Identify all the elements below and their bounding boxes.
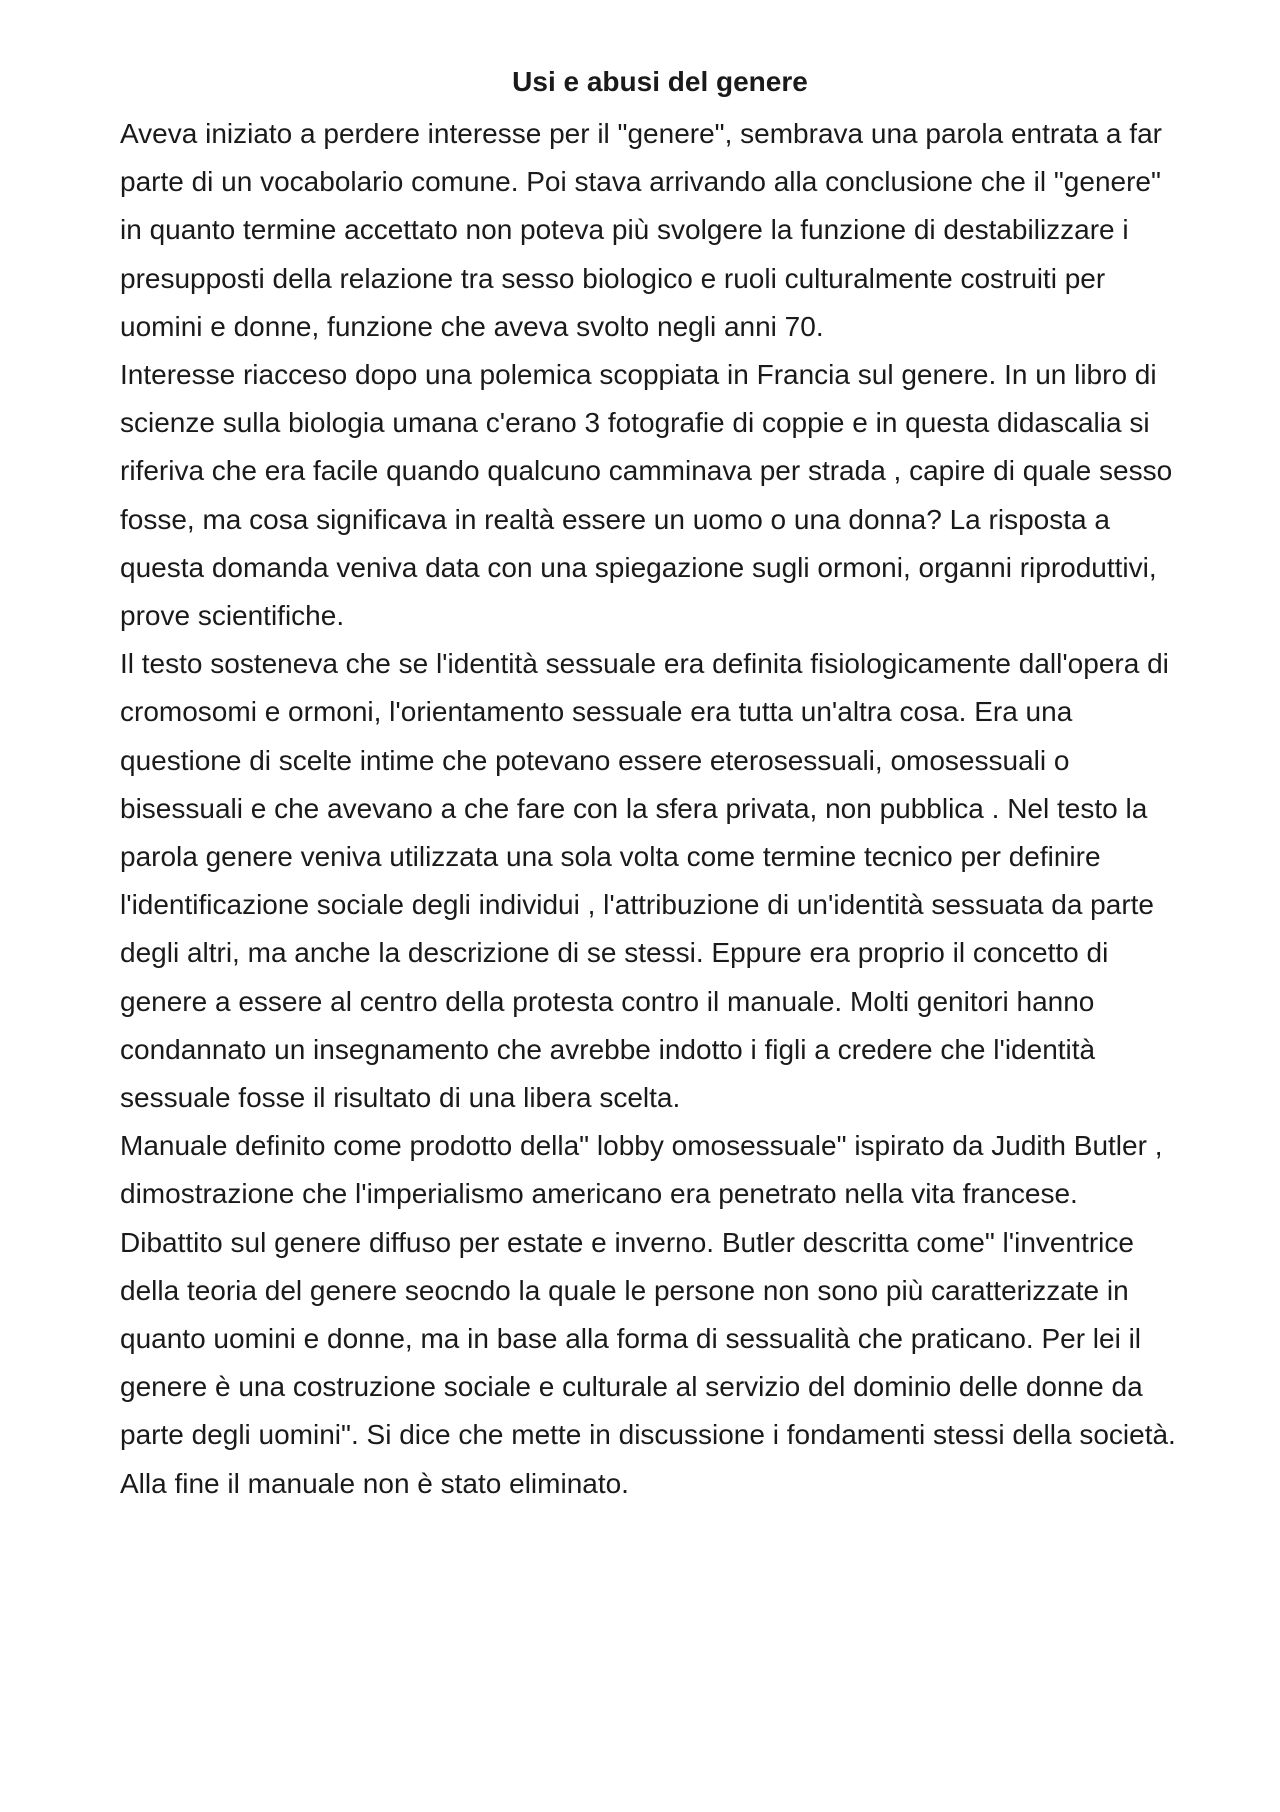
paragraph-5: Dibattito sul genere diffuso per estate e inverno. Butler descritta come" l'inventrice della teoria del genere seocndo la quale le persone non sono più caratterizzate in quanto uomini e donne, ma in base alla forma di sessualità che praticano. Per lei il genere è una costruzione sociale e culturale al servizio del dominio delle donne da parte degli uomini". Si dice che mette in discussione i fondamenti stessi della società. Alla fine il manuale non è stato eliminato. xyxy=(120,1226,1176,1499)
paragraph-4: Manuale definito come prodotto della" lobby omosessuale" ispirato da Judith Butler , dimostrazione che l'imperialismo americano era penetrato nella vita francese. xyxy=(120,1130,1163,1210)
document-page xyxy=(120,62,1180,1508)
paragraph-3: Il testo sosteneva che se l'identità sessuale era definita fisiologicamente dall'opera di cromosomi e ormoni, l'orientamento sessuale era tutta un'altra cosa. Era una questione di scelte intime che potevano essere eterosessuali, omosessuali o bisessuali e che avevano a che fare con la sfera privata, non pubblica . Nel testo la parola genere veniva utilizzata una sola volta come termine tecnico per definire l'identificazione sociale degli individui , l'attribuzione di un'identità sessuata da parte degli altri, ma anche la descrizione di se stessi. Eppure era proprio il concetto di genere a essere al centro della protesta contro il manuale. Molti genitori hanno condannato un insegnamento che avrebbe indotto i figli a credere che l'identità sessuale fosse il risultato di una libera scelta. xyxy=(120,648,1169,1114)
document-title: Usi e abusi del genere xyxy=(512,66,808,97)
paragraph-1: Aveva iniziato a perdere interesse per il "genere", sembrava una parola entrata a far parte di un vocabolario comune. Poi stava arrivando alla conclusione che il "genere" in quanto termine accettato non poteva più svolgere la funzione di destabilizzare i presupposti della relazione tra sesso biologico e ruoli culturalmente costruiti per uomini e donne, funzione che aveva svolto negli anni 70. xyxy=(120,118,1162,342)
paragraph-2: Interesse riacceso dopo una polemica scoppiata in Francia sul genere. In un libro di scienze sulla biologia umana c'erano 3 fotografie di coppie e in questa didascalia si riferiva che era facile quando qualcuno camminava per strada , capire di quale sesso fosse, ma cosa significava in realtà essere un uomo o una donna? La risposta a questa domanda veniva data con una spiegazione sugli ormoni, organni riproduttivi, prove scientifiche. xyxy=(120,359,1173,632)
